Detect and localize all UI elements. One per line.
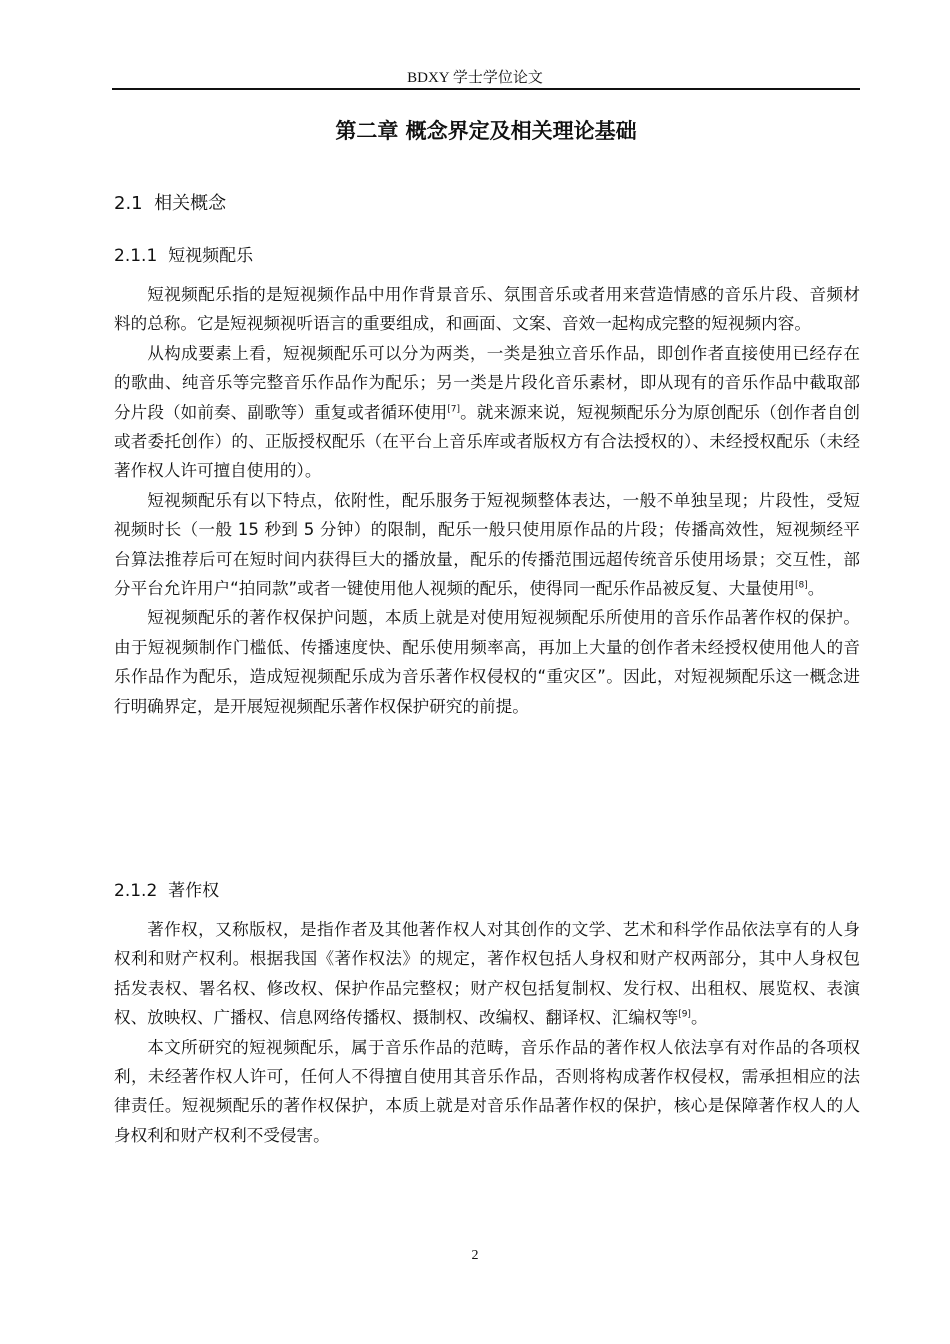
citation-ref: [8] bbox=[794, 580, 808, 591]
page-number: 2 bbox=[471, 1248, 479, 1263]
chapter-title: 第二章 概念界定及相关理论基础 bbox=[335, 119, 637, 143]
paragraph: 本文所研究的短视频配乐，属于音乐作品的范畴，音乐作品的著作权人依法享有对作品的各项权利，未经著作权人许可，任何人不得擅自使用其音乐作品，否则将构成著作权侵权，需承担相应的法律责任。短视频配乐的著作权保护，本质上就是对音乐作品著作权的保护，核心是保障著作权人的人身权利和财产权利不受侵害。 bbox=[114, 1037, 860, 1145]
section-heading bbox=[114, 189, 226, 215]
section-number: 2.1 bbox=[114, 193, 143, 214]
subsection-heading-2 bbox=[114, 876, 219, 901]
subsection-body-2 bbox=[114, 915, 860, 1150]
section-title: 相关概念 bbox=[154, 193, 227, 214]
paragraph: 短视频配乐的著作权保护问题，本质上就是对使用短视频配乐所使用的音乐作品著作权的保护。由于短视频制作门槛低、传播速度快、配乐使用频率高，再加上大量的创作者未经授权使用他人的音乐作品作为配乐，造成短视频配乐成为音乐著作权侵权的“重灾区”。因此，对短视频配乐这一概念进行明确界定，是开展短视频配乐著作权保护研究的前提。 bbox=[114, 608, 860, 716]
paragraph-text: 从构成要素上看，短视频配乐可以分为两类，一类是独立音乐作品，即创作者直接使用已经存在的歌曲、纯音乐等完整音乐作品作为配乐；另一类是片段化音乐素材，即从现有的音乐作品中截取部分片段（如前奏、副歌等）重复或者循环使用 bbox=[114, 343, 860, 422]
paragraph-text: 短视频配乐有以下特点，依附性，配乐服务于短视频整体表达，一般不单独呈现；片段性，受短视频时长（一般 15 秒到 5 分钟）的限制，配乐一般只使用原作品的片段；传播高效性，短视频经平台算法推荐后可在短时间内获得巨大的播放量，配乐的传播范围远超传统音乐使用场景；交互性，部分平台允许用户“拍同款”或者一键使用他人视频的配乐，使得同一配乐作品被反复、大量使用 bbox=[114, 490, 860, 599]
paragraph bbox=[114, 486, 860, 604]
paragraph: 短视频配乐指的是短视频作品中用作背景音乐、氛围音乐或者用来营造情感的音乐片段、音频材料的总称。它是短视频视听语言的重要组成，和画面、文案、音效一起构成完整的短视频内容。 bbox=[114, 285, 860, 334]
paragraph-text: 。 bbox=[690, 1008, 708, 1028]
citation-ref: [7] bbox=[447, 404, 461, 415]
subsection-number: 2.1.1 bbox=[114, 246, 158, 266]
subsection-body-1 bbox=[114, 280, 860, 721]
subsection-title: 著作权 bbox=[168, 881, 220, 901]
paragraph-text: 。 bbox=[807, 579, 825, 599]
subsection-number: 2.1.2 bbox=[114, 881, 158, 901]
paragraph-text: 著作权，又称版权，是指作者及其他著作权人对其创作的文学、艺术和科学作品依法享有的人身权利和财产权利。根据我国《著作权法》的规定，著作权包括人身权和财产权两部分，其中人身权包括发表权、署名权、修改权、保护作品完整权；财产权包括复制权、发行权、出租权、展览权、表演权、放映权、广播权、信息网络传播权、摄制权、改编权、翻译权、汇编权等 bbox=[114, 920, 860, 1028]
paragraph bbox=[114, 915, 860, 1033]
paragraph bbox=[114, 339, 860, 486]
citation-ref: [9] bbox=[678, 1009, 691, 1020]
subsection-title: 短视频配乐 bbox=[168, 246, 254, 266]
subsection-heading-1 bbox=[114, 241, 253, 266]
paragraph-text: 。就来源来说，短视频配乐分为原创配乐（创作者自创或者委托创作）的、正版授权配乐（在平台上音乐库或者版权方有合法授权的）、未经授权配乐（未经著作权人许可擅自使用的）。 bbox=[114, 402, 861, 481]
running-header: BDXY 学士学位论文 bbox=[407, 70, 543, 86]
header-rule bbox=[112, 88, 860, 90]
